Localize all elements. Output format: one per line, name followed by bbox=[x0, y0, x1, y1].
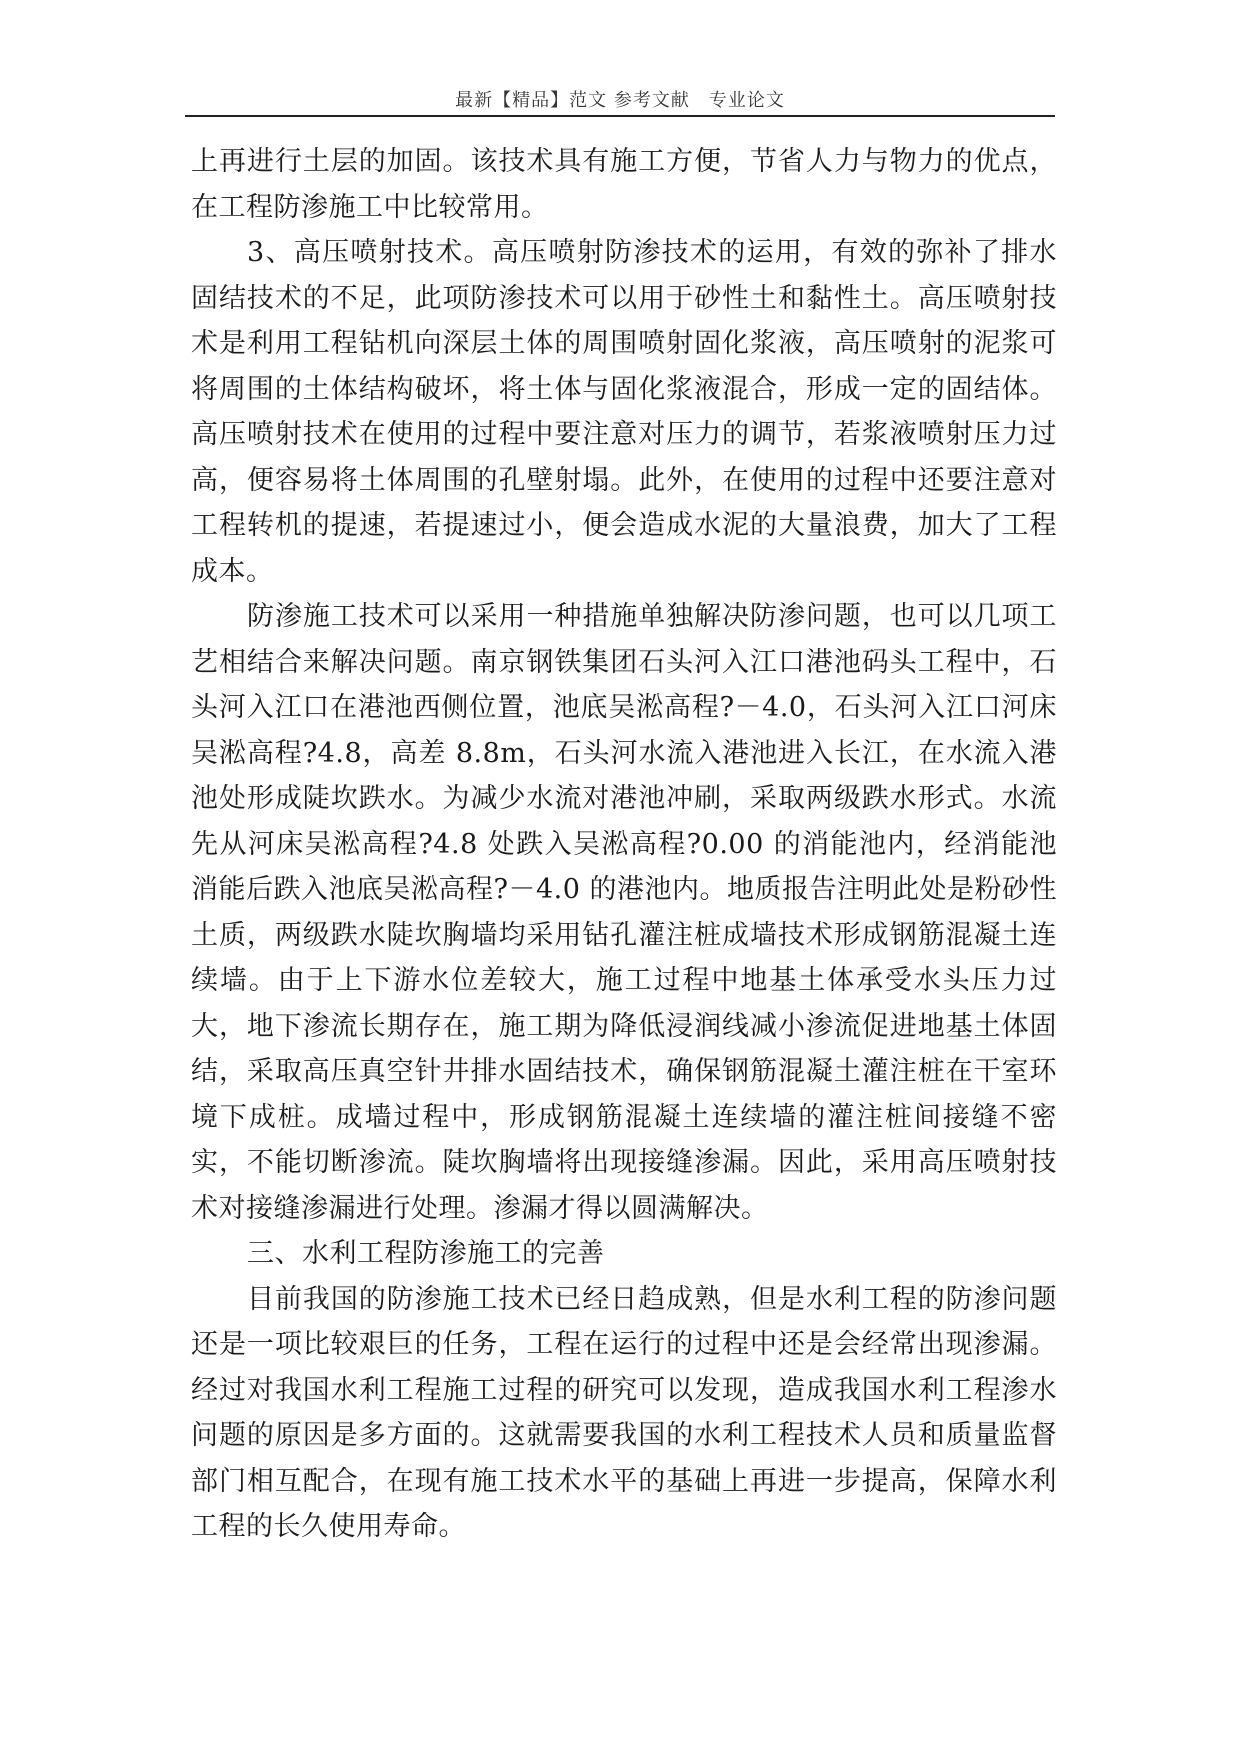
paragraph-continuation: 上再进行土层的加固。该技术具有施工方便，节省人力与物力的优点，在工程防渗施工中比较常用。 bbox=[191, 146, 1057, 223]
paragraph-improvement: 目前我国的防渗施工技术已经日趋成熟，但是水利工程的防渗问题还是一项比较艰巨的任务，工程在运行的过程中还是会经常出现渗漏。经过对我国水利工程施工过程的研究可以发现，造成我国水利工程渗水问题的原因是多方面的。这就需要我国的水利工程技术人员和质量监督部门相互配合，在现有施工技术水平的基础上再进一步提高，保障水利工程的长久使用寿命。 bbox=[191, 1283, 1057, 1542]
document-body bbox=[191, 139, 1057, 1550]
page-header: 最新【精品】范文 参考文献 专业论文 bbox=[455, 90, 785, 111]
paragraph-case-study: 防渗施工技术可以采用一种措施单独解决防渗问题，也可以几项工艺相结合来解决问题。南京钢铁集团石头河入江口港池码头工程中，石头河入江口在港池西侧位置，池底吴淞高程?－4.0，石头河入江口河床吴淞高程?4.8，高差 8.8m，石头河水流入港池进入长江，在水流入港池处形成陡坎跌水。为减少水流对港池冲刷，采取两级跌水形式。水流先从河床吴淞高程?4.8 处跌入吴淞高程?0.00 的消能池内，经消能池消能后跌入池底吴淞高程?－4.0 的港池内。地质报告注明此处是粉砂性土质，两级跌水陡坎胸墙均采用钻孔灌注桩成墙技术形成钢筋混凝土连续墙。由于上下游水位差较大，施工过程中地基土体承受水头压力过大，地下渗流长期存在，施工期为降低浸润线减小渗流促进地基土体固结，采取高压真空针井排水固结技术，确保钢筋混凝土灌注桩在干室环境下成桩。成墙过程中，形成钢筋混凝土连续墙的灌注桩间接缝不密实，不能切断渗流。陡坎胸墙将出现接缝渗漏。因此，采用高压喷射技术对接缝渗漏进行处理。渗漏才得以圆满解决。 bbox=[191, 601, 1057, 1224]
header-divider bbox=[185, 115, 1055, 117]
section-heading: 三、水利工程防渗施工的完善 bbox=[247, 1238, 605, 1269]
paragraph-high-pressure-jet: 3、高压喷射技术。高压喷射防渗技术的运用，有效的弥补了排水固结技术的不足，此项防渗技术可以用于砂性土和黏性土。高压喷射技术是利用工程钻机向深层土体的周围喷射固化浆液，高压喷射的泥浆可将周围的土体结构破坏，将土体与固化浆液混合，形成一定的固结体。高压喷射技术在使用的过程中要注意对压力的调节，若浆液喷射压力过高，便容易将土体周围的孔壁射塌。此外，在使用的过程中还要注意对工程转机的提速，若提速过小，便会造成水泥的大量浪费，加大了工程成本。 bbox=[191, 237, 1057, 587]
